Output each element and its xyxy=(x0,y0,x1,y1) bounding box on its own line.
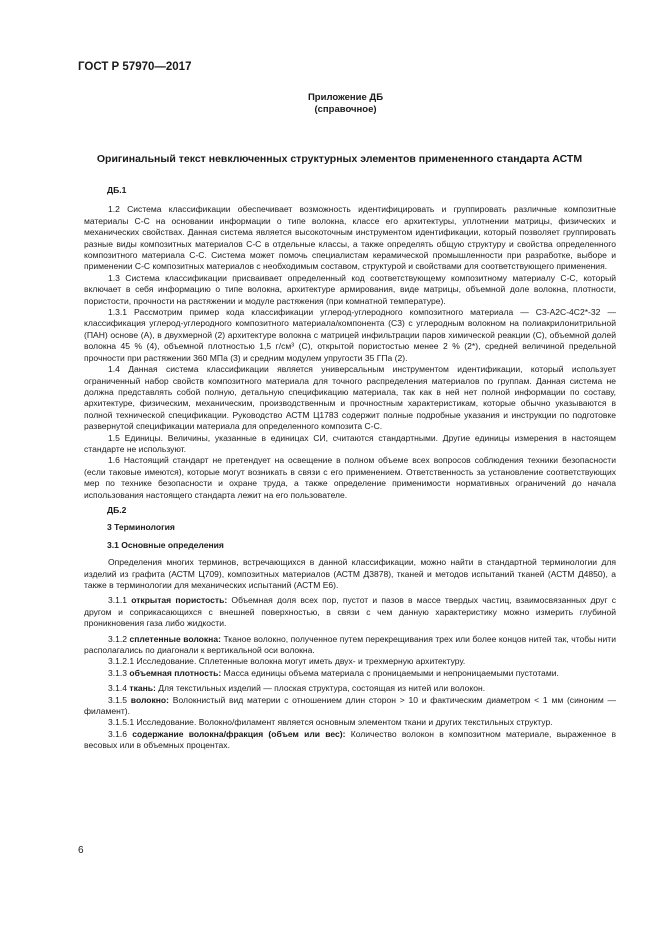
section-heading-db1: ДБ.1 xyxy=(107,185,127,195)
section-heading-db2: ДБ.2 xyxy=(107,504,127,515)
appendix-title: Приложение ДБ xyxy=(307,92,384,103)
appendix-subtitle: (справочное) xyxy=(314,104,377,115)
term-number: 3.1.5 xyxy=(108,694,128,705)
term-definition: Количество волокон в композитном материале, выраженное в весовых или в объемных процентах. xyxy=(84,728,616,751)
term-3-1-5 xyxy=(84,695,616,718)
term-name: открытая пористость: xyxy=(131,595,228,606)
term-name: сплетенные волокна: xyxy=(129,633,221,644)
term-number: 3.1.3 xyxy=(108,667,128,678)
paragraph-1-6: 1.6 Настоящий стандарт не претендует на освещение в полном объеме всех вопросов соблюдения техники безопасности (если таковые имеются), которые могут возникать в связи с его применением. Ответственность за установление соответствующих мер по технике безопасности и охране труда, а также определение применимости нормативных ограничений до начала использования настоящего стандарта лежит на его пользователе. xyxy=(84,455,616,500)
term-name: волокно: xyxy=(130,694,169,705)
term-3-1-3 xyxy=(84,668,616,679)
term-3-1-6 xyxy=(84,729,616,752)
term-number: 3.1.2 xyxy=(108,633,128,644)
terminology-intro: Определения многих терминов, встречающихся в данной классификации, можно найти в стандартной терминологии для изделий из графита (АСТМ Ц709), композитных материалов (АСТМ Д3878), тканей и методов испытаний тканей (АСТМ Д4850), а также в терминологии для механических испытаний (АСТМ Е6). xyxy=(84,557,616,590)
section-3-heading: 3 Терминология xyxy=(107,522,175,533)
term-name: ткань: xyxy=(129,683,156,694)
term-definition: Тканое волокно, полученное путем перекрещивания трех или более концов нитей так, чтобы нити располагались по диагонали к вертикальной оси волокна. xyxy=(84,633,616,656)
term-name: объемная плотность: xyxy=(129,667,222,678)
term-definition: Масса единицы объема материала с проницаемыми и непроницаемыми пустотами. xyxy=(223,667,559,678)
term-definition: Для текстильных изделий — плоская структура, состоящая из нитей или волокон. xyxy=(158,683,486,694)
appendix-header xyxy=(0,92,661,116)
paragraph-1-3: 1.3 Система классификации присваивает определенный код соответствующему композитному материалу С-С, который включает в себя информацию о типе волокна, архитектуре армирования, виде матрицы, объемной доле волокна, плотности, пористости, прочности на растяжении и модуле растяжения (при комнатной температуре). xyxy=(84,272,616,306)
term-number: 3.1.6 xyxy=(108,728,128,739)
document-body xyxy=(84,183,616,752)
term-number: 3.1.1 xyxy=(108,595,128,606)
term-3-1-1 xyxy=(84,595,616,629)
term-name: содержание волокна/фракция (объем или вес): xyxy=(132,728,346,739)
main-title: Оригинальный текст невключенных структурных элементов примененного стандарта АСТМ xyxy=(96,153,583,165)
paragraph-1-4: 1.4 Данная система классификации является универсальным инструментом идентификации, который использует ограниченный набор свойств композитного материала для точного распределения материалов по группам. Данная система не должна представлять собой полную, детальную спецификацию материала, так как в ней нет полной информации по составу, архитектуре, физическим, механическим, производственным и прочностным характеристикам, которые обычно указываются в полной технической спецификации. Руководство АСТМ Ц1783 содержит полные подробные указания и инструкции по подготовке развернутой спецификации материала для определенного композита С-С. xyxy=(84,364,616,432)
term-definition: Объемная доля всех пор, пустот и пазов в массе твердых частиц, взаимосвязанных друг с другом и соприкасающихся с внешней поверхностью, в связи с чем данную характеристику можно измерить глубиной проникновения газа либо жидкости. xyxy=(84,595,617,629)
document-code: ГОСТ Р 57970—2017 xyxy=(78,61,192,73)
section-3-1-heading: 3.1 Основные определения xyxy=(107,539,224,550)
term-3-1-4 xyxy=(84,683,616,694)
term-definition: Волокнистый вид материи с отношением длин сторон > 10 и фактическим диаметром < 1 мм (синоним — филамент). xyxy=(84,694,617,717)
paragraph-1-5: 1.5 Единицы. Величины, указанные в единицах СИ, считаются стандартными. Другие единицы измерения в настоящем стандарте не используют. xyxy=(84,432,616,454)
term-number: 3.1.4 xyxy=(108,683,128,694)
paragraph-1-2: 1.2 Система классификации обеспечивает возможность идентифицировать и группировать различные композитные материалы С-С на основании информации о типе волокна, классе его архитектуры, уплотнении матрицы, физических и механических свойствах. Данная система является высокоточным инструментом идентификации, который позволяет группировать разные виды композитных материалов С-С в отдельные классы, а также определять общую структуру и свойства определенного композитного материала С-С. Система может помочь специалистам керамической промышленности при разработке, выборе и применении С-С композитных материалов с необходимым составом, структурой и свойствами для соответствующего применения. xyxy=(84,204,616,272)
page-number: 6 xyxy=(78,845,84,856)
paragraph-1-3-1: 1.3.1 Рассмотрим пример кода классификации углерод-углеродного композитного материала — С3-А2С-4С2*-32 — классификация углерод-углеродного композитного материала/компонента (С3) с углеродным волокном на полиакрилонитрильной (ПАН) основе (А), в двухмерной (2) архитектуре волокна с матрицей инфильтрации паров химической реакции (С), объемной долей волокна 45 % (4), объемной плотностью 1,5 г/см³ (С), открытой пористостью менее 2 % (2*), средней величиной предельной прочности при растяжении 360 МПа (3) и средним модулем упругости 35 ГПа (2). xyxy=(84,307,616,363)
term-3-1-2-1: 3.1.2.1 Исследование. Сплетенные волокна могут иметь двух- и трехмерную архитектуру. xyxy=(108,656,466,667)
term-3-1-2 xyxy=(84,634,616,657)
term-3-1-5-1: 3.1.5.1 Исследование. Волокно/филамент является основным элементом ткани и других текстильных структур. xyxy=(108,717,553,728)
